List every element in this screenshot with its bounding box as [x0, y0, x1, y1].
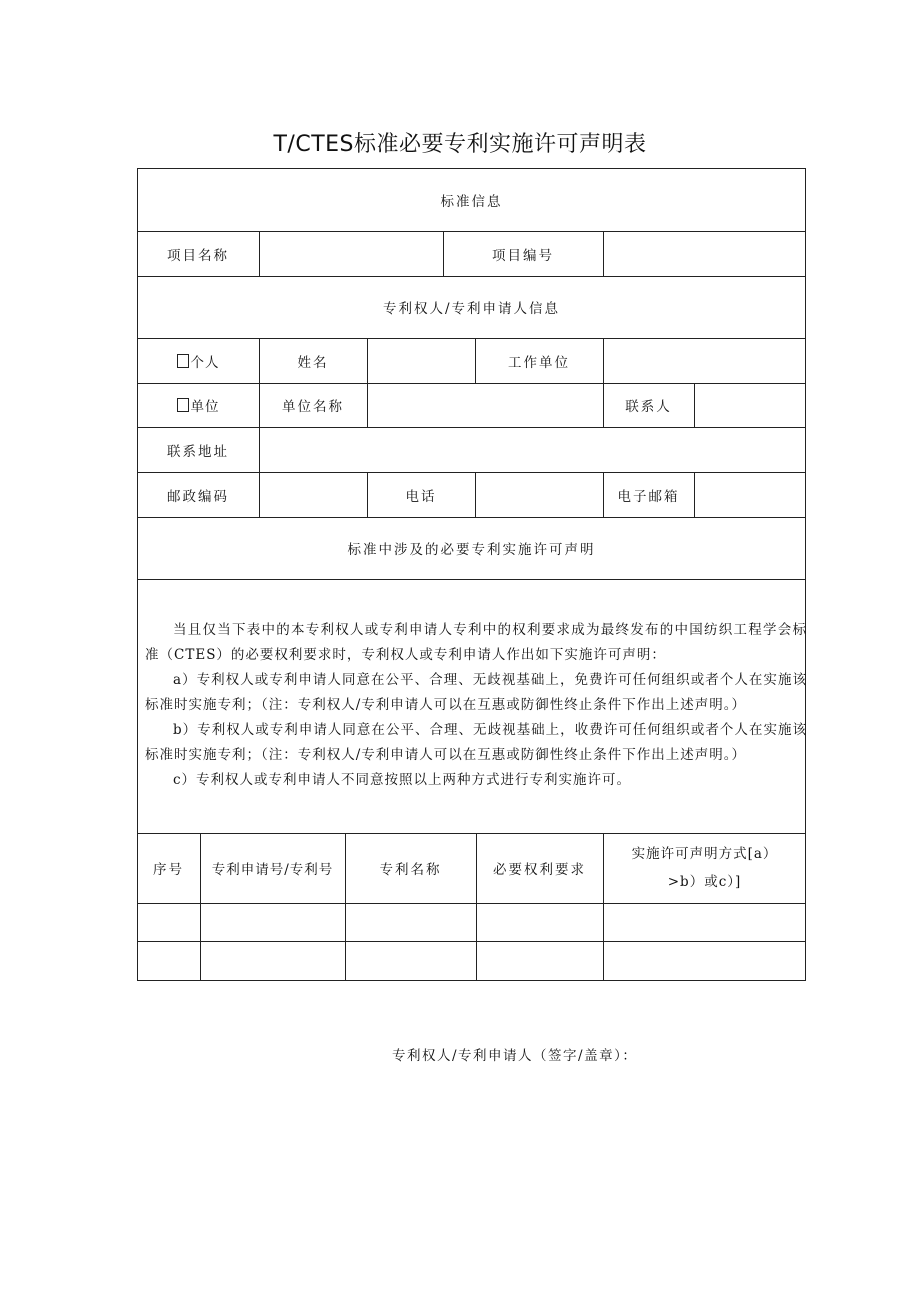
checkbox-icon [177, 354, 189, 368]
organization-checkbox[interactable] [137, 383, 259, 427]
name-label: 姓名 [297, 354, 329, 371]
work-unit-input[interactable] [603, 338, 806, 383]
email-label: 电子邮箱 [617, 488, 680, 505]
section-patentee-info: 专利权人/专利申请人信息 [382, 301, 561, 317]
table-header-patent-name: 专利名称 [379, 862, 442, 878]
project-name-label: 项目名称 [167, 247, 229, 264]
work-unit-label: 工作单位 [508, 354, 570, 371]
project-no-label: 项目编号 [492, 247, 554, 264]
individual-checkbox[interactable] [137, 338, 259, 383]
table-header-serial: 序号 [153, 862, 184, 878]
table-row[interactable] [137, 903, 806, 941]
project-name-input[interactable] [259, 231, 443, 276]
phone-input[interactable] [475, 472, 603, 517]
postcode-input[interactable] [259, 472, 367, 517]
organization-label: 单位 [190, 399, 220, 415]
table-header-essential-claims: 必要权利要求 [493, 862, 586, 878]
name-input[interactable] [367, 338, 475, 383]
phone-label: 电话 [405, 488, 437, 505]
org-name-label: 单位名称 [282, 399, 344, 415]
declaration-option-a: a）专利权人或专利申请人同意在公平、合理、无歧视基础上，免费许可任何组织或者个人在实施该标准时实施专利；（注：专利权人/专利申请人可以在互惠或防御性终止条件下作出上述声明。） [145, 672, 807, 713]
address-label: 联系地址 [167, 443, 229, 460]
project-no-input[interactable] [603, 231, 806, 276]
postcode-label: 邮政编码 [167, 488, 229, 505]
individual-label: 个人 [190, 354, 220, 371]
table-header-license-mode: 实施许可声明方式[a）>b）或c）] [631, 846, 778, 890]
table-row[interactable] [137, 941, 806, 981]
declaration-text [145, 618, 807, 793]
checkbox-icon [177, 398, 189, 412]
contact-label: 联系人 [625, 399, 672, 415]
declaration-intro: 当且仅当下表中的本专利权人或专利申请人专利中的权利要求成为最终发布的中国纺织工程学会标准（CTES）的必要权利要求时，专利权人或专利申请人作出如下实施许可声明： [145, 622, 807, 663]
email-input[interactable] [694, 472, 806, 517]
declaration-option-b: b）专利权人或专利申请人同意在公平、合理、无歧视基础上，收费许可任何组织或者个人在实施该标准时实施专利；（注：专利权人/专利申请人可以在互惠或防御性终止条件下作出上述声明。） [145, 722, 807, 763]
section-standard-info: 标准信息 [440, 193, 503, 210]
org-name-input[interactable] [367, 383, 603, 427]
signature-line: 专利权人/专利申请人（签字/盖章）： [392, 1048, 638, 1064]
table-header-patent-no: 专利申请号/专利号 [211, 862, 334, 878]
page-title: T/CTES标准必要专利实施许可声明表 [273, 132, 647, 157]
contact-input[interactable] [694, 383, 806, 427]
declaration-option-c: c）专利权人或专利申请人不同意按照以上两种方式进行专利实施许可。 [173, 772, 632, 788]
section-declaration: 标准中涉及的必要专利实施许可声明 [347, 542, 596, 558]
address-input[interactable] [259, 427, 806, 472]
